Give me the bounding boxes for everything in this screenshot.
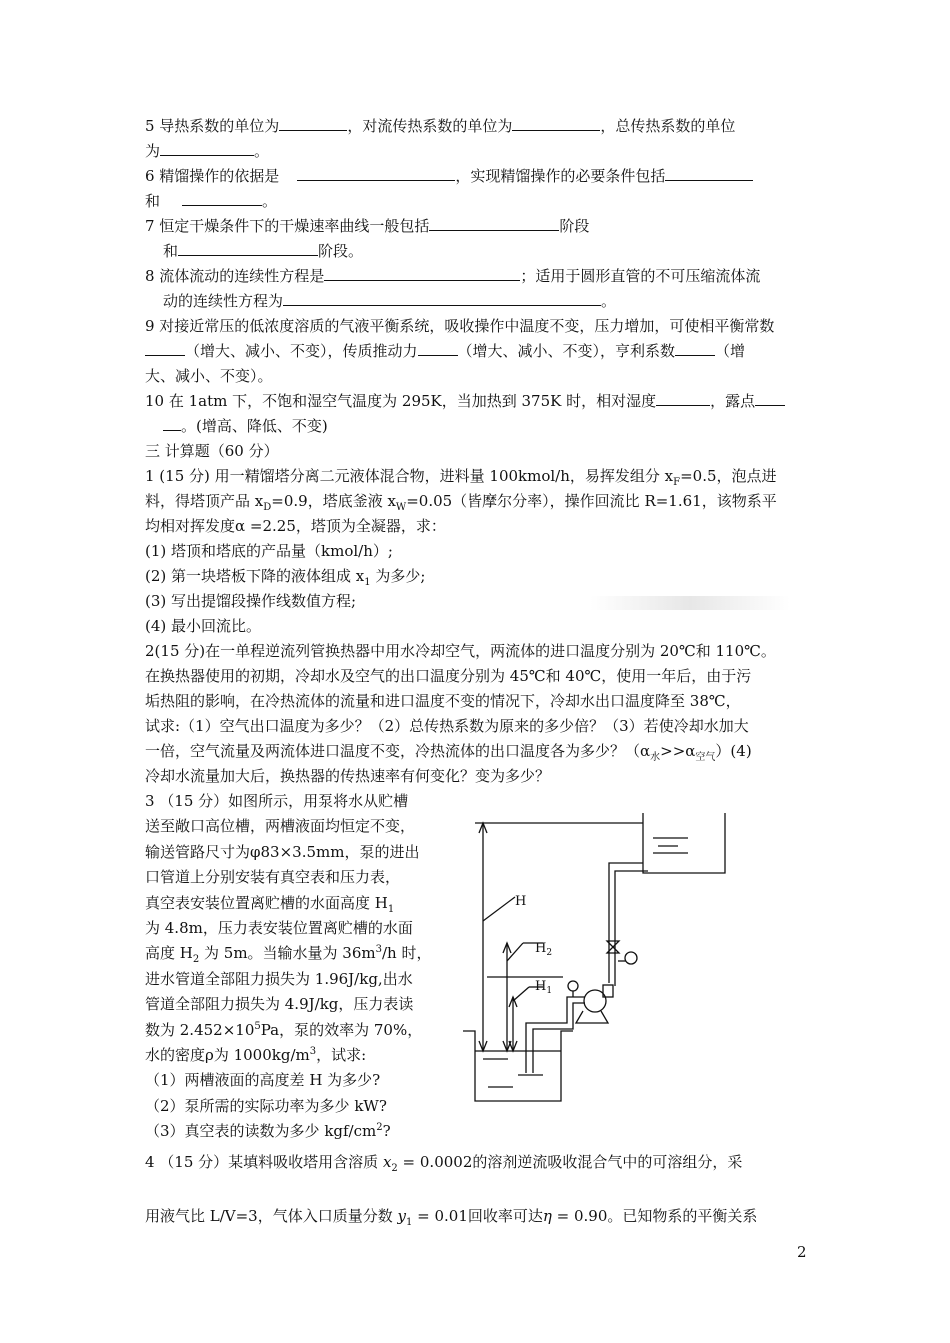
text: 。 — [254, 142, 270, 160]
answer-blank — [283, 289, 601, 306]
text-line: 3 （15 分）如图所示，用泵将水从贮槽 — [145, 792, 409, 810]
answer-blank — [418, 339, 458, 356]
calc-1-part-4: (4) 最小回流比。 — [145, 617, 262, 635]
text: 。 — [601, 292, 617, 310]
text: 8 流体流动的连续性方程是 — [145, 267, 325, 285]
text: 。 — [262, 192, 278, 210]
question-9-line-2 — [145, 339, 810, 364]
text: ，露点 — [710, 392, 756, 410]
answer-blank — [182, 189, 262, 206]
text: 和 — [163, 242, 179, 260]
text-line: （2）泵所需的实际功率为多少 kW? — [145, 1096, 387, 1115]
calc-2-line-6: 冷却水流量加大后，换热器的传热速率有何变化？变为多少？ — [145, 767, 551, 785]
calc-2-line-1: 2(15 分)在一单程逆流列管换热器中用水冷却空气，两流体的进口温度分别为 20℃和 110℃。 — [145, 642, 776, 660]
text-line: 进水管道全部阻力损失为 1.96J/kg,出水 — [145, 969, 413, 988]
text-line: 送至敞口高位槽，两槽液面均恒定不变， — [145, 817, 416, 836]
answer-blank — [178, 239, 318, 256]
text: 7 恒定干燥条件下的干燥速率曲线一般包括 — [145, 217, 430, 235]
calc-1-line-1: 1 (15 分) 用一精馏塔分离二元液体混合物，进料量 100kmol/h，易挥发组分 $x_F=0.5$，泡点进 — [145, 467, 777, 488]
text: ，对流传热系数的单位为 — [347, 117, 513, 135]
text: 大、减小、不变）。 — [145, 367, 273, 385]
text: 5 导热系数的单位为 — [145, 117, 280, 135]
question-8-line-1 — [145, 264, 810, 289]
text: 9 对接近常压的低浓度溶质的气液平衡系统，吸收操作中温度不变，压力增加，可使相平衡常数 — [145, 317, 775, 335]
calc-2-line-5: 一倍，空气流量及两流体进口温度不变，冷热流体的出口温度各为多少？$(\alpha_水>>\alpha_{空气})(4)$ — [145, 742, 752, 763]
text-line: 为 4.8m，压力表安装位置离贮槽的水面 — [145, 918, 413, 937]
vacuum-gauge-icon — [568, 981, 578, 991]
answer-blank — [675, 339, 715, 356]
text-line: 高度 $H_2$ 为 5m。当输水量为 $36m^3/h$ 时， — [145, 944, 432, 966]
calc-1-part-3: (3) 写出提馏段操作线数值方程; — [145, 592, 357, 610]
text-line: 口管道上分别安装有真空表和压力表， — [145, 868, 401, 887]
calc-2-line-2: 在换热器使用的初期，冷却水及空气的出口温度分别为 45℃和 40℃，使用一年后，由于污 — [145, 667, 752, 685]
calc-3-block — [145, 789, 810, 1141]
answer-blank — [163, 414, 181, 431]
text: ，实现精馏操作的必要条件包括 — [455, 167, 666, 185]
text-line: 水的密度ρ为 $1000kg/m^3$，试求: — [145, 1045, 367, 1064]
text: （增大、减小、不变），传质推动力 — [185, 342, 418, 360]
text-line: 管道全部阻力损失为 4.9J/kg，压力表读 — [145, 995, 414, 1014]
calc-1-line-3: 均相对挥发度α =2.25，塔顶为全凝器，求： — [145, 517, 446, 535]
text: （增 — [715, 342, 746, 360]
text-line: 真空表安装位置离贮槽的水面高度 $H_1$ — [145, 893, 395, 915]
answer-blank — [160, 139, 254, 156]
question-7-line-1 — [145, 214, 810, 239]
question-10-line-1 — [145, 389, 810, 414]
scan-smudge — [590, 596, 790, 610]
question-6-line-2 — [145, 189, 810, 214]
calc-3-text — [145, 789, 445, 1144]
question-8-line-2 — [145, 289, 810, 314]
text-line: （1）两槽液面的高度差 H 为多少? — [145, 1071, 381, 1090]
text: ，总传热系数的单位 — [600, 117, 736, 135]
answer-blank — [656, 389, 710, 406]
text: 和 — [145, 192, 161, 210]
calc-2-line-4: 试求:（1）空气出口温度为多少？（2）总传热系数为原来的多少倍？（3）若使冷却水加大 — [145, 717, 749, 735]
text: 10 在 1atm 下，不饱和湿空气温度为 295K，当加热到 375K 时，相对湿度 — [145, 392, 657, 410]
calc-4-line-1: 4 （15 分）某填料吸收塔用含溶质 $x_2 = 0.0002$的溶剂逆流吸收混合气中的可溶组分，采 — [145, 1153, 743, 1174]
question-5-line-2 — [145, 139, 810, 164]
section-heading: 三 计算题（60 分） — [145, 442, 279, 460]
calc-1-line-2: 料，得塔顶产品 $x_D=0.9$，塔底釜液 $x_W=0.05$（皆摩尔分率），操作回流比 R=1.61，该物系平 — [145, 492, 777, 513]
pressure-gauge-icon — [625, 952, 637, 964]
upper-tank — [643, 813, 725, 873]
label-H: H — [515, 894, 527, 909]
answer-blank — [324, 264, 520, 281]
answer-blank — [429, 214, 559, 231]
text: 。(增高、降低、不变) — [181, 417, 328, 435]
text-line: （3）真空表的读数为多少 kgf/$cm^2$? — [145, 1122, 391, 1141]
label-H2: $H_2$ — [535, 941, 553, 958]
text: 阶段。 — [318, 242, 364, 260]
text: （增大、减小、不变），亨利系数 — [457, 342, 676, 360]
answer-blank — [297, 164, 455, 181]
question-7-line-2 — [145, 239, 810, 264]
text: 为 — [145, 142, 161, 160]
calc-1-part-2: (2) 第一块塔板下降的液体组成 $x_1$ 为多少; — [145, 567, 426, 588]
exam-content — [145, 114, 810, 1255]
label-H1: $H_1$ — [535, 979, 553, 996]
answer-blank — [755, 389, 785, 406]
text: 6 精馏操作的依据是 — [145, 167, 280, 185]
calc-1-part-1: (1) 塔顶和塔底的产品量（kmol/h）; — [145, 542, 393, 560]
question-6-line-1 — [145, 164, 810, 189]
text: ；适用于圆形直管的不可压缩流体流 — [520, 267, 761, 285]
answer-blank — [665, 164, 753, 181]
question-5-line-1 — [145, 114, 810, 139]
answer-blank — [512, 114, 600, 131]
text-line: 输送管路尺寸为φ83×3.5mm，泵的进出 — [145, 842, 420, 861]
calc-2-line-3: 垢热阻的影响，在冷热流体的流量和进口温度不变的情况下，冷却水出口温度降至 38℃， — [145, 692, 741, 710]
question-9-line-3 — [145, 364, 810, 389]
text: 动的连续性方程为 — [163, 292, 284, 310]
calc-4-line-2: 用液气比 L/V=3，气体入口质量分数 $y_1 = 0.01$回收率可达η = 0.90。已知物系的平衡关系 — [145, 1207, 758, 1228]
text: 阶段 — [559, 217, 590, 235]
text-line: 数为 $2.452\times 10^5Pa$，泵的效率为 70%， — [145, 1020, 423, 1039]
page-number: 2 — [797, 1243, 807, 1261]
answer-blank — [279, 114, 347, 131]
question-10-line-2 — [145, 414, 810, 439]
question-9-line-1 — [145, 314, 810, 339]
calc-4-block — [145, 1147, 810, 1255]
pump-system-diagram — [463, 801, 808, 1126]
answer-blank — [145, 339, 185, 356]
